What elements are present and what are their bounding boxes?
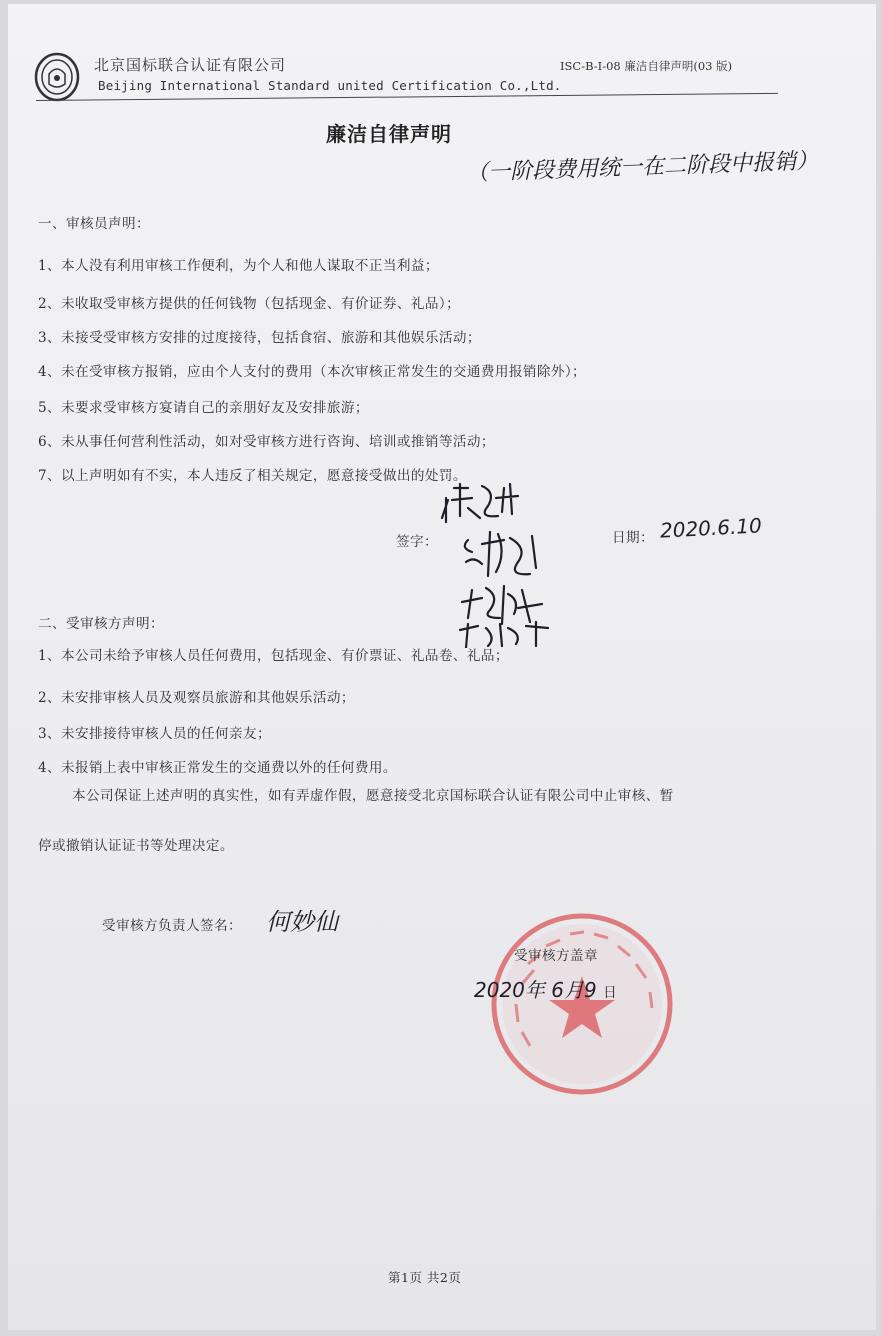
header-divider <box>36 93 778 101</box>
auditor-item: 2、未收取受审核方提供的任何钱物（包括现金、有价证券、礼品）； <box>38 296 461 312</box>
handwritten-note: （一阶段费用统一在二阶段中报销） <box>465 148 819 187</box>
page-footer: 第1页 共2页 <box>388 1270 462 1285</box>
representative-signature: 何妙仙 <box>266 908 338 936</box>
auditor-item: 1、本人没有利用审核工作便利，为个人和他人谋取不正当利益； <box>38 258 439 274</box>
seal-date-suffix: 日 <box>603 985 617 1001</box>
auditee-item: 4、未报销上表中审核正常发生的交通费以外的任何费用。 <box>38 760 397 776</box>
document-page <box>8 4 876 1330</box>
red-company-seal-icon <box>482 904 682 1104</box>
guarantee-line: 本公司保证上述声明的真实性，如有弄虚作假，愿意接受北京国标联合认证有限公司中止审核、暂 <box>72 788 674 804</box>
auditor-item: 5、未要求受审核方宴请自己的亲朋好友及安排旅游； <box>38 400 369 416</box>
signature-label: 签字： <box>396 534 438 550</box>
auditor-heading: 一、审核员声明： <box>38 216 150 232</box>
page-title: 廉洁自律声明 <box>326 122 452 146</box>
auditee-heading: 二、受审核方声明： <box>38 616 164 632</box>
company-seal-logo-icon <box>34 52 80 102</box>
auditor-item: 6、未从事任何营利性活动，如对受审核方进行咨询、培训或推销等活动； <box>38 434 495 450</box>
seal-date-handwritten: 2020年 6月9 <box>474 978 597 1002</box>
auditor-signatures-handwritten <box>438 478 578 648</box>
date-label: 日期： <box>612 530 654 546</box>
auditee-item: 1、本公司未给予审核人员任何费用，包括现金、有价票证、礼品卷、礼品； <box>38 648 509 664</box>
auditor-item: 4、未在受审核方报销，应由个人支付的费用（本次审核正常发生的交通费用报销除外）； <box>38 364 587 380</box>
auditee-item: 3、未安排接待审核人员的任何亲友； <box>38 726 271 742</box>
company-name-en: Beijing International Standard united Certification Co.,Ltd. <box>98 78 562 93</box>
auditor-date-handwritten: 2020.6.10 <box>659 513 763 543</box>
document-number: ISC-B-I-08 廉洁自律声明(03 版) <box>560 59 733 73</box>
auditor-item: 3、未接受受审核方安排的过度接待，包括食宿、旅游和其他娱乐活动； <box>38 330 481 346</box>
auditee-item: 2、未安排审核人员及观察员旅游和其他娱乐活动； <box>38 690 355 706</box>
seal-label: 受审核方盖章 <box>514 948 598 964</box>
representative-signature-label: 受审核方负责人签名： <box>102 918 242 934</box>
company-name-cn: 北京国标联合认证有限公司 <box>94 56 287 74</box>
guarantee-line: 停或撤销认证证书等处理决定。 <box>38 838 234 854</box>
seal-date <box>474 974 617 1003</box>
auditor-item: 7、以上声明如有不实，本人违反了相关规定，愿意接受做出的处罚。 <box>38 468 467 484</box>
